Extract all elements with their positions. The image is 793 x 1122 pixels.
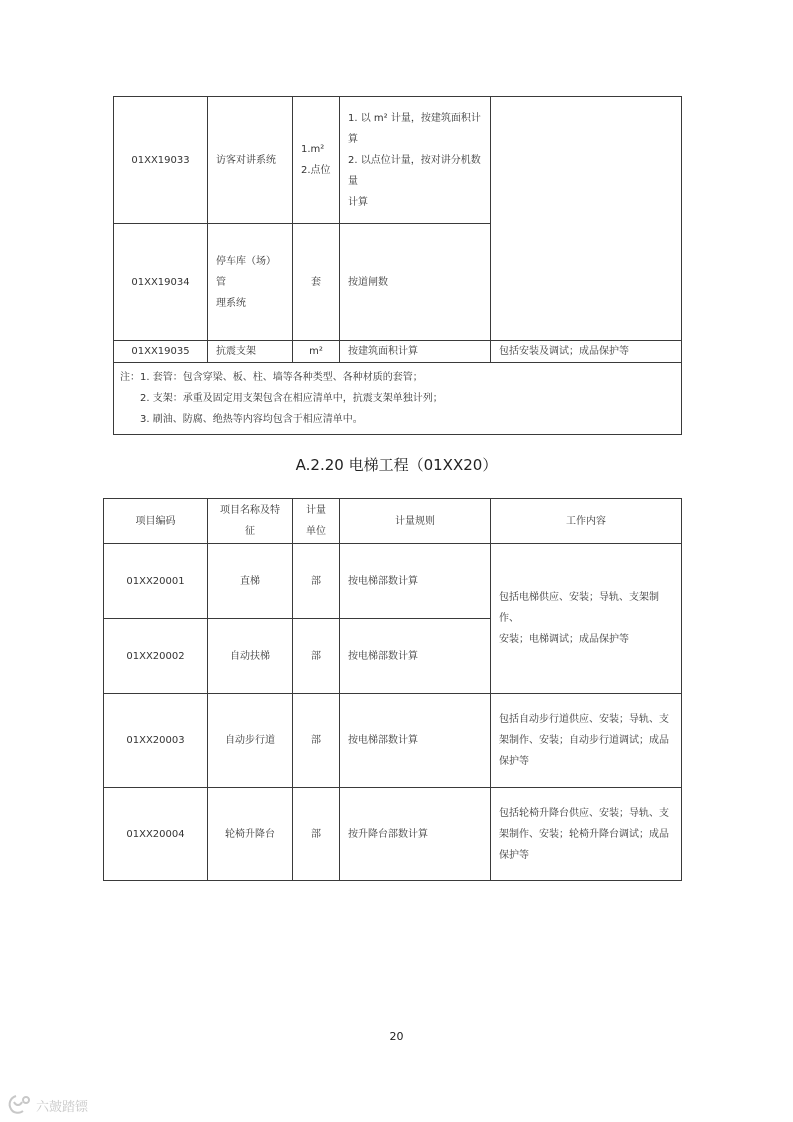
- work-line: 保护等: [499, 756, 529, 767]
- item-work: [491, 694, 682, 788]
- item-unit: 部: [293, 619, 340, 694]
- item-rule: [340, 97, 491, 224]
- note-line: 3. 刷油、防腐、绝热等内容均包含于相应清单中。: [140, 414, 363, 425]
- item-work-empty: [491, 97, 682, 341]
- work-line: 包括自动步行道供应、安装；导轨、支: [499, 714, 669, 725]
- note-line: 2. 支架：承重及固定用支架包含在相应清单中，抗震支架单独计列；: [140, 393, 443, 404]
- work-line: 包括电梯供应、安装；导轨、支架制作、: [499, 592, 659, 624]
- table-row: [114, 341, 682, 363]
- item-work: [491, 788, 682, 881]
- watermark-logo-icon: [6, 1094, 32, 1116]
- section-title: A.2.20 电梯工程（01XX20）: [295, 456, 498, 474]
- item-unit: [293, 97, 340, 224]
- item-unit: m²: [293, 341, 340, 363]
- header-unit-line: 单位: [306, 526, 326, 537]
- rule-line: 1. 以 m² 计量，按建筑面积计算: [348, 112, 481, 145]
- item-unit: 部: [293, 694, 340, 788]
- item-code: 01XX20004: [104, 788, 208, 881]
- name-line: 理系统: [216, 297, 246, 309]
- unit-line: 1.m²: [301, 144, 325, 155]
- header-unit-line: 计量: [306, 505, 326, 516]
- item-name: [208, 224, 293, 341]
- item-name: 自动扶梯: [208, 619, 293, 694]
- table-row: [104, 694, 682, 788]
- notes-row: [114, 363, 682, 435]
- elevator-works-table: [103, 498, 682, 881]
- item-rule: 按建筑面积计算: [340, 341, 491, 363]
- header-name: 项目名称及特征: [208, 499, 293, 544]
- item-name: 抗震支架: [208, 341, 293, 363]
- item-unit: 部: [293, 788, 340, 881]
- item-rule: 按电梯部数计算: [340, 619, 491, 694]
- notes-cell: [114, 363, 682, 435]
- table-row: [104, 544, 682, 619]
- header-rule: 计量规则: [340, 499, 491, 544]
- name-line: 停车库（场）管: [216, 255, 276, 288]
- continued-items-table: [113, 96, 682, 435]
- table-row: [104, 788, 682, 881]
- rule-line: 2. 以点位计量，按对讲分机数量: [348, 154, 481, 187]
- page-number: 20: [389, 1030, 404, 1043]
- work-line: 架制作、安装；轮椅升降台调试；成品: [499, 828, 669, 840]
- note-line: 注：1. 套管：包含穿梁、板、柱、墙等各种类型、各种材质的套管；: [120, 372, 423, 383]
- item-name: 直梯: [208, 544, 293, 619]
- item-name: 自动步行道: [208, 694, 293, 788]
- work-line: 保护等: [499, 849, 529, 861]
- watermark-text: 六皷踏镖: [36, 1099, 89, 1115]
- merged-work: [491, 544, 682, 694]
- work-line: 架制作、安装；自动步行道调试；成品: [499, 735, 669, 746]
- item-code: 01XX20001: [104, 544, 208, 619]
- item-rule: 按电梯部数计算: [340, 544, 491, 619]
- unit-line: 2.点位: [301, 165, 331, 176]
- watermark: [6, 1094, 88, 1116]
- header-unit: [293, 499, 340, 544]
- work-line: 包括轮椅升降台供应、安装；导轨、支: [499, 807, 669, 819]
- item-rule: 按升降台部数计算: [340, 788, 491, 881]
- item-work: 包括安装及调试；成品保护等: [491, 341, 682, 363]
- item-rule: 按道闸数: [340, 224, 491, 341]
- table-header-row: [104, 499, 682, 544]
- item-unit: 套: [293, 224, 340, 341]
- item-rule: 按电梯部数计算: [340, 694, 491, 788]
- item-code: 01XX19034: [114, 224, 208, 341]
- work-line: 安装；电梯调试；成品保护等: [499, 634, 629, 645]
- item-unit: 部: [293, 544, 340, 619]
- item-code: 01XX20003: [104, 694, 208, 788]
- item-code: 01XX19035: [114, 341, 208, 363]
- header-code: 项目编码: [104, 499, 208, 544]
- table-row: [114, 97, 682, 224]
- header-work: 工作内容: [491, 499, 682, 544]
- item-name: 轮椅升降台: [208, 788, 293, 881]
- item-code: 01XX19033: [114, 97, 208, 224]
- item-name: 访客对讲系统: [208, 97, 293, 224]
- item-code: 01XX20002: [104, 619, 208, 694]
- rule-line: 计算: [348, 196, 368, 208]
